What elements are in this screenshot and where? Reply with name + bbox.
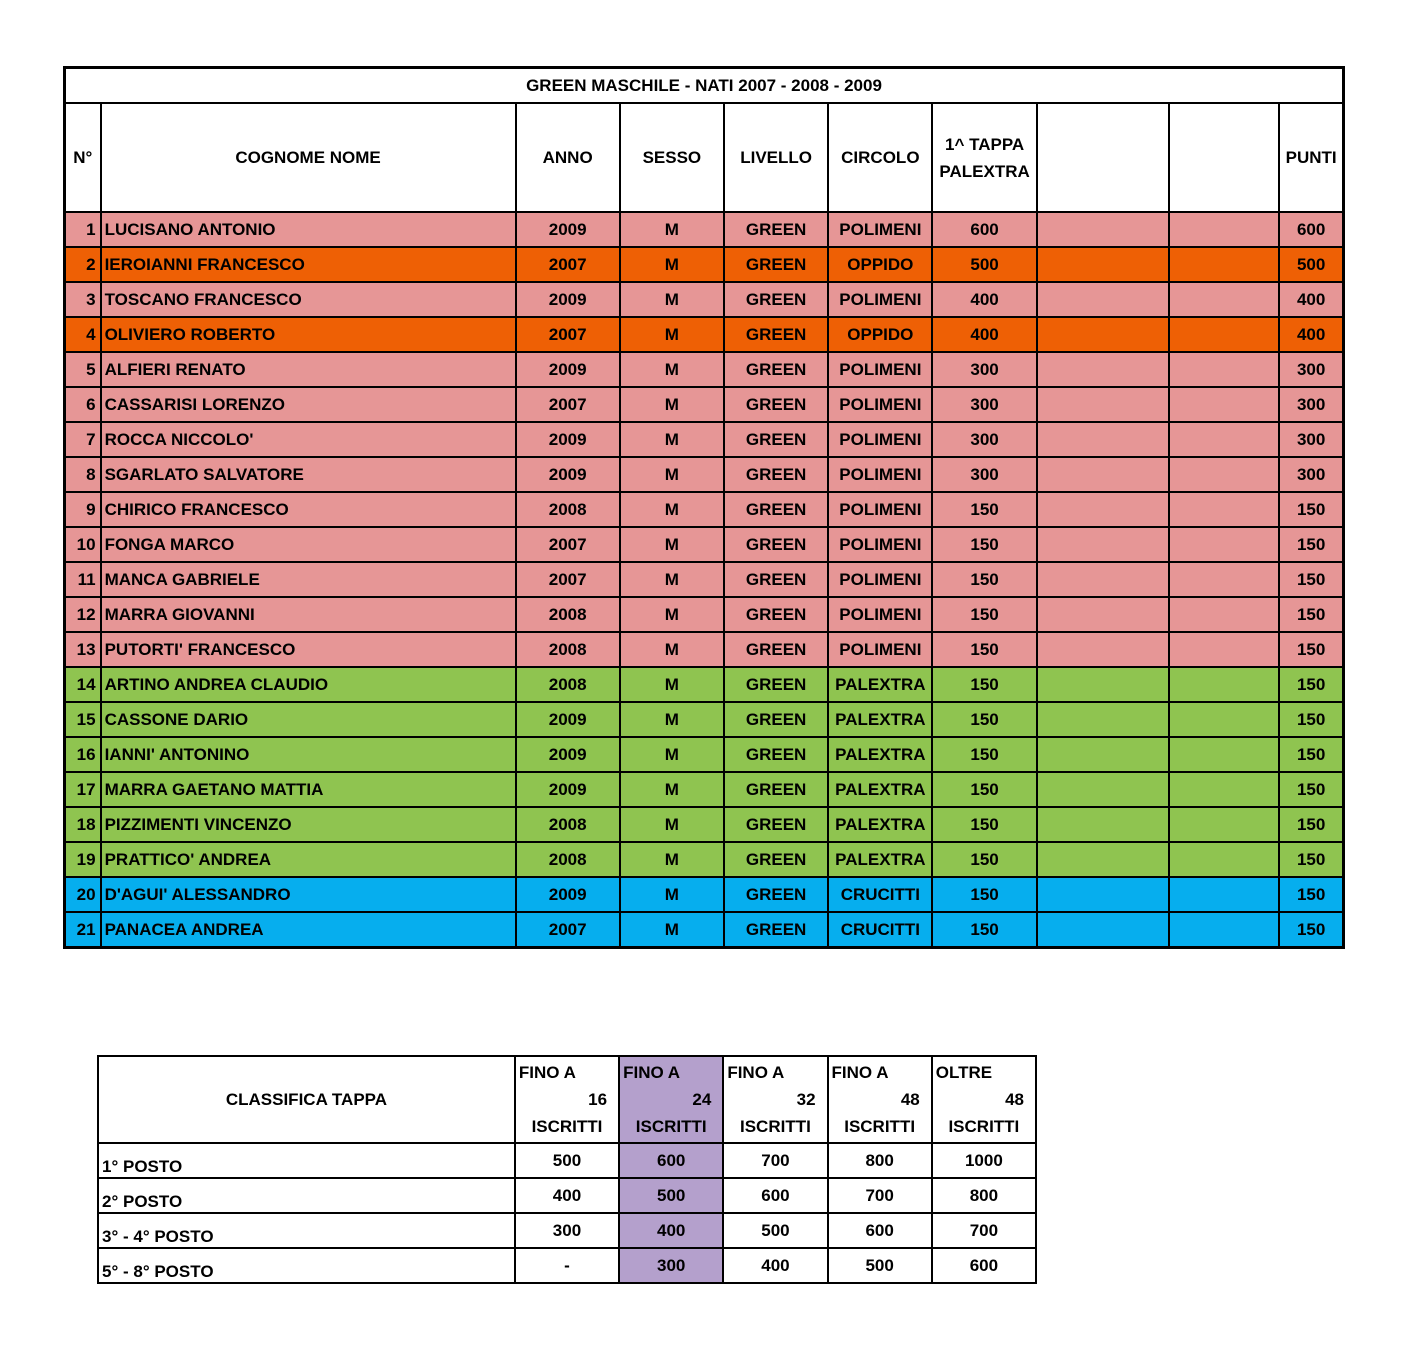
tappa1-points: 400 xyxy=(932,282,1036,317)
birth-year: 2009 xyxy=(516,772,620,807)
legend-points-value: 800 xyxy=(932,1178,1036,1213)
extra-col-1 xyxy=(1037,317,1169,352)
extra-col-1 xyxy=(1037,737,1169,772)
extra-col-1 xyxy=(1037,842,1169,877)
athlete-name: MANCA GABRIELE xyxy=(101,562,516,597)
legend-row xyxy=(98,1213,1036,1248)
tappa1-points: 150 xyxy=(932,772,1036,807)
extra-col-1 xyxy=(1037,562,1169,597)
level: GREEN xyxy=(724,562,828,597)
total-points: 150 xyxy=(1279,772,1343,807)
table-row xyxy=(65,247,1344,282)
athlete-name: CASSARISI LORENZO xyxy=(101,387,516,422)
tappa1-points: 150 xyxy=(932,702,1036,737)
extra-col-2 xyxy=(1169,877,1279,912)
tappa1-points: 150 xyxy=(932,912,1036,948)
club: POLIMENI xyxy=(828,352,932,387)
total-points: 150 xyxy=(1279,562,1343,597)
extra-col-2 xyxy=(1169,632,1279,667)
legend-points-value: 600 xyxy=(723,1178,827,1213)
club: PALEXTRA xyxy=(828,842,932,877)
extra-col-2 xyxy=(1169,352,1279,387)
athlete-name: OLIVIERO ROBERTO xyxy=(101,317,516,352)
legend-column-bottom: ISCRITTI xyxy=(844,1117,916,1136)
row-number: 7 xyxy=(65,422,101,457)
club: POLIMENI xyxy=(828,562,932,597)
legend-column-header xyxy=(932,1056,1036,1143)
total-points: 150 xyxy=(1279,597,1343,632)
athlete-name: TOSCANO FRANCESCO xyxy=(101,282,516,317)
tappa1-points: 150 xyxy=(932,737,1036,772)
extra-col-2 xyxy=(1169,702,1279,737)
tappa1-points: 300 xyxy=(932,457,1036,492)
extra-col-1 xyxy=(1037,877,1169,912)
athlete-name: MARRA GIOVANNI xyxy=(101,597,516,632)
total-points: 300 xyxy=(1279,352,1343,387)
birth-year: 2007 xyxy=(516,912,620,948)
extra-col-1 xyxy=(1037,282,1169,317)
athlete-name: MARRA GAETANO MATTIA xyxy=(101,772,516,807)
level: GREEN xyxy=(724,807,828,842)
athlete-name: PIZZIMENTI VINCENZO xyxy=(101,807,516,842)
extra-col-1 xyxy=(1037,387,1169,422)
total-points: 300 xyxy=(1279,422,1343,457)
row-number: 9 xyxy=(65,492,101,527)
sex: M xyxy=(620,807,724,842)
header-row xyxy=(65,103,1344,212)
level: GREEN xyxy=(724,632,828,667)
total-points: 300 xyxy=(1279,387,1343,422)
legend-column-bottom: ISCRITTI xyxy=(740,1117,811,1136)
legend-points-value: 600 xyxy=(619,1143,723,1178)
extra-col-2 xyxy=(1169,457,1279,492)
sex: M xyxy=(620,247,724,282)
athlete-name: ROCCA NICCOLO' xyxy=(101,422,516,457)
sex: M xyxy=(620,702,724,737)
club: POLIMENI xyxy=(828,387,932,422)
header-extra1 xyxy=(1037,103,1169,212)
legend-position-label: 3° - 4° POSTO xyxy=(98,1213,515,1248)
legend-points-value: 800 xyxy=(828,1143,932,1178)
birth-year: 2007 xyxy=(516,317,620,352)
extra-col-1 xyxy=(1037,807,1169,842)
header-livello: LIVELLO xyxy=(724,103,828,212)
birth-year: 2009 xyxy=(516,352,620,387)
extra-col-2 xyxy=(1169,842,1279,877)
extra-col-1 xyxy=(1037,212,1169,247)
club: OPPIDO xyxy=(828,247,932,282)
legend-column-bottom: ISCRITTI xyxy=(635,1117,707,1136)
legend-points-value: 400 xyxy=(723,1248,827,1283)
table-row xyxy=(65,842,1344,877)
header-extra2 xyxy=(1169,103,1279,212)
birth-year: 2008 xyxy=(516,632,620,667)
legend-points-value: 300 xyxy=(619,1248,723,1283)
total-points: 150 xyxy=(1279,807,1343,842)
sex: M xyxy=(620,352,724,387)
extra-col-1 xyxy=(1037,667,1169,702)
athlete-name: PUTORTI' FRANCESCO xyxy=(101,632,516,667)
extra-col-1 xyxy=(1037,527,1169,562)
table-row xyxy=(65,772,1344,807)
birth-year: 2009 xyxy=(516,702,620,737)
athlete-name: CHIRICO FRANCESCO xyxy=(101,492,516,527)
extra-col-1 xyxy=(1037,772,1169,807)
sex: M xyxy=(620,422,724,457)
table-row xyxy=(65,807,1344,842)
table-row xyxy=(65,597,1344,632)
legend-column-bottom: ISCRITTI xyxy=(531,1117,603,1136)
table-row xyxy=(65,737,1344,772)
table-row xyxy=(65,457,1344,492)
birth-year: 2009 xyxy=(516,737,620,772)
legend-points-value: 500 xyxy=(723,1213,827,1248)
tappa1-points: 150 xyxy=(932,807,1036,842)
athlete-name: ARTINO ANDREA CLAUDIO xyxy=(101,667,516,702)
extra-col-2 xyxy=(1169,737,1279,772)
row-number: 4 xyxy=(65,317,101,352)
row-number: 14 xyxy=(65,667,101,702)
extra-col-2 xyxy=(1169,387,1279,422)
athlete-name: PANACEA ANDREA xyxy=(101,912,516,948)
sex: M xyxy=(620,387,724,422)
legend-points-value: - xyxy=(515,1248,619,1283)
athlete-name: D'AGUI' ALESSANDRO xyxy=(101,877,516,912)
birth-year: 2009 xyxy=(516,422,620,457)
birth-year: 2007 xyxy=(516,527,620,562)
legend-points-value: 1000 xyxy=(932,1143,1036,1178)
level: GREEN xyxy=(724,772,828,807)
legend-points-value: 400 xyxy=(619,1213,723,1248)
header-anno: ANNO xyxy=(516,103,620,212)
tappa1-points: 150 xyxy=(932,597,1036,632)
legend-points-value: 500 xyxy=(619,1178,723,1213)
table-row xyxy=(65,422,1344,457)
total-points: 150 xyxy=(1279,632,1343,667)
birth-year: 2008 xyxy=(516,807,620,842)
sex: M xyxy=(620,842,724,877)
legend-column-num: 24 xyxy=(692,1090,712,1109)
row-number: 8 xyxy=(65,457,101,492)
athlete-name: LUCISANO ANTONIO xyxy=(101,212,516,247)
tappa1-points: 150 xyxy=(932,877,1036,912)
sex: M xyxy=(620,492,724,527)
extra-col-2 xyxy=(1169,422,1279,457)
row-number: 11 xyxy=(65,562,101,597)
birth-year: 2008 xyxy=(516,492,620,527)
header-tappa1-line1: 1^ TAPPA xyxy=(944,134,1025,154)
athlete-name: IANNI' ANTONINO xyxy=(101,737,516,772)
total-points: 600 xyxy=(1279,212,1343,247)
total-points: 500 xyxy=(1279,247,1343,282)
extra-col-2 xyxy=(1169,562,1279,597)
athlete-name: ALFIERI RENATO xyxy=(101,352,516,387)
legend-points-value: 400 xyxy=(515,1178,619,1213)
sex: M xyxy=(620,562,724,597)
club: PALEXTRA xyxy=(828,667,932,702)
legend-column-top: FINO A xyxy=(727,1063,785,1082)
club: CRUCITTI xyxy=(828,877,932,912)
legend-row xyxy=(98,1178,1036,1213)
legend-column-num: 48 xyxy=(1005,1090,1024,1109)
header-circolo: CIRCOLO xyxy=(828,103,932,212)
level: GREEN xyxy=(724,912,828,948)
legend-points-value: 500 xyxy=(828,1248,932,1283)
row-number: 18 xyxy=(65,807,101,842)
row-number: 21 xyxy=(65,912,101,948)
table-row xyxy=(65,527,1344,562)
athlete-name: CASSONE DARIO xyxy=(101,702,516,737)
tappa1-points: 500 xyxy=(932,247,1036,282)
extra-col-1 xyxy=(1037,247,1169,282)
legend-points-value: 700 xyxy=(932,1213,1036,1248)
total-points: 400 xyxy=(1279,317,1343,352)
table-row xyxy=(65,212,1344,247)
row-number: 20 xyxy=(65,877,101,912)
total-points: 300 xyxy=(1279,457,1343,492)
table-row xyxy=(65,667,1344,702)
club: PALEXTRA xyxy=(828,702,932,737)
athlete-name: SGARLATO SALVATORE xyxy=(101,457,516,492)
birth-year: 2009 xyxy=(516,457,620,492)
legend-column-top: FINO A xyxy=(623,1063,681,1082)
page-title: GREEN MASCHILE - NATI 2007 - 2008 - 2009 xyxy=(65,68,1344,104)
club: POLIMENI xyxy=(828,212,932,247)
sex: M xyxy=(620,212,724,247)
extra-col-1 xyxy=(1037,422,1169,457)
extra-col-1 xyxy=(1037,632,1169,667)
sex: M xyxy=(620,912,724,948)
level: GREEN xyxy=(724,877,828,912)
row-number: 17 xyxy=(65,772,101,807)
birth-year: 2009 xyxy=(516,877,620,912)
level: GREEN xyxy=(724,387,828,422)
club: POLIMENI xyxy=(828,632,932,667)
sex: M xyxy=(620,597,724,632)
tappa1-points: 150 xyxy=(932,667,1036,702)
table-row xyxy=(65,877,1344,912)
level: GREEN xyxy=(724,352,828,387)
sex: M xyxy=(620,527,724,562)
tappa1-points: 300 xyxy=(932,352,1036,387)
level: GREEN xyxy=(724,527,828,562)
row-number: 15 xyxy=(65,702,101,737)
legend-title: CLASSIFICA TAPPA xyxy=(98,1056,515,1143)
birth-year: 2007 xyxy=(516,562,620,597)
club: PALEXTRA xyxy=(828,807,932,842)
row-number: 3 xyxy=(65,282,101,317)
total-points: 400 xyxy=(1279,282,1343,317)
tappa1-points: 150 xyxy=(932,492,1036,527)
table-row xyxy=(65,387,1344,422)
total-points: 150 xyxy=(1279,492,1343,527)
tappa1-points: 600 xyxy=(932,212,1036,247)
level: GREEN xyxy=(724,212,828,247)
extra-col-1 xyxy=(1037,912,1169,948)
sex: M xyxy=(620,737,724,772)
sex: M xyxy=(620,632,724,667)
total-points: 150 xyxy=(1279,702,1343,737)
legend-header-row xyxy=(98,1056,1036,1143)
extra-col-2 xyxy=(1169,247,1279,282)
sex: M xyxy=(620,282,724,317)
club: POLIMENI xyxy=(828,282,932,317)
header-tappa1 xyxy=(932,103,1036,212)
extra-col-2 xyxy=(1169,597,1279,632)
extra-col-1 xyxy=(1037,702,1169,737)
total-points: 150 xyxy=(1279,877,1343,912)
extra-col-2 xyxy=(1169,492,1279,527)
extra-col-1 xyxy=(1037,597,1169,632)
legend-points-value: 300 xyxy=(515,1213,619,1248)
legend-points-value: 700 xyxy=(828,1178,932,1213)
club: PALEXTRA xyxy=(828,772,932,807)
header-name: COGNOME NOME xyxy=(101,103,516,212)
tappa1-points: 150 xyxy=(932,632,1036,667)
extra-col-2 xyxy=(1169,527,1279,562)
sex: M xyxy=(620,772,724,807)
extra-col-2 xyxy=(1169,912,1279,948)
legend-column-header xyxy=(723,1056,827,1143)
extra-col-1 xyxy=(1037,492,1169,527)
legend-column-header xyxy=(828,1056,932,1143)
table-row xyxy=(65,562,1344,597)
extra-col-2 xyxy=(1169,212,1279,247)
club: POLIMENI xyxy=(828,492,932,527)
sex: M xyxy=(620,457,724,492)
total-points: 150 xyxy=(1279,737,1343,772)
birth-year: 2007 xyxy=(516,387,620,422)
header-tappa1-line2: PALEXTRA xyxy=(939,161,1030,181)
birth-year: 2009 xyxy=(516,212,620,247)
level: GREEN xyxy=(724,702,828,737)
level: GREEN xyxy=(724,597,828,632)
legend-column-top: FINO A xyxy=(518,1063,576,1082)
sex: M xyxy=(620,317,724,352)
table-row xyxy=(65,317,1344,352)
header-sesso: SESSO xyxy=(620,103,724,212)
extra-col-2 xyxy=(1169,667,1279,702)
level: GREEN xyxy=(724,667,828,702)
row-number: 16 xyxy=(65,737,101,772)
row-number: 13 xyxy=(65,632,101,667)
club: OPPIDO xyxy=(828,317,932,352)
points-legend-table xyxy=(97,1055,1037,1284)
extra-col-2 xyxy=(1169,282,1279,317)
level: GREEN xyxy=(724,317,828,352)
birth-year: 2009 xyxy=(516,282,620,317)
table-row xyxy=(65,632,1344,667)
legend-row xyxy=(98,1248,1036,1283)
level: GREEN xyxy=(724,457,828,492)
header-punti: PUNTI xyxy=(1279,103,1343,212)
tappa1-points: 300 xyxy=(932,422,1036,457)
birth-year: 2008 xyxy=(516,842,620,877)
row-number: 6 xyxy=(65,387,101,422)
row-number: 12 xyxy=(65,597,101,632)
legend-position-label: 1° POSTO xyxy=(98,1143,515,1178)
legend-column-header xyxy=(515,1056,619,1143)
legend-points-value: 500 xyxy=(515,1143,619,1178)
table-row xyxy=(65,352,1344,387)
level: GREEN xyxy=(724,282,828,317)
club: PALEXTRA xyxy=(828,737,932,772)
extra-col-1 xyxy=(1037,457,1169,492)
standings-table xyxy=(63,66,1345,949)
legend-column-top: FINO A xyxy=(831,1063,889,1082)
athlete-name: IEROIANNI FRANCESCO xyxy=(101,247,516,282)
row-number: 5 xyxy=(65,352,101,387)
extra-col-2 xyxy=(1169,317,1279,352)
level: GREEN xyxy=(724,842,828,877)
birth-year: 2008 xyxy=(516,597,620,632)
table-row xyxy=(65,702,1344,737)
total-points: 150 xyxy=(1279,527,1343,562)
total-points: 150 xyxy=(1279,842,1343,877)
header-num: N° xyxy=(65,103,101,212)
legend-column-header xyxy=(619,1056,723,1143)
legend-column-bottom: ISCRITTI xyxy=(948,1117,1020,1136)
athlete-name: PRATTICO' ANDREA xyxy=(101,842,516,877)
legend-points-value: 600 xyxy=(828,1213,932,1248)
legend-points-value: 700 xyxy=(723,1143,827,1178)
extra-col-2 xyxy=(1169,772,1279,807)
legend-column-top: OLTRE xyxy=(935,1063,993,1082)
table-row xyxy=(65,492,1344,527)
tappa1-points: 150 xyxy=(932,527,1036,562)
extra-col-1 xyxy=(1037,352,1169,387)
table-row xyxy=(65,912,1344,948)
legend-position-label: 5° - 8° POSTO xyxy=(98,1248,515,1283)
row-number: 2 xyxy=(65,247,101,282)
club: POLIMENI xyxy=(828,527,932,562)
club: POLIMENI xyxy=(828,422,932,457)
level: GREEN xyxy=(724,737,828,772)
birth-year: 2008 xyxy=(516,667,620,702)
club: CRUCITTI xyxy=(828,912,932,948)
level: GREEN xyxy=(724,247,828,282)
athlete-name: FONGA MARCO xyxy=(101,527,516,562)
tappa1-points: 150 xyxy=(932,842,1036,877)
club: POLIMENI xyxy=(828,457,932,492)
row-number: 19 xyxy=(65,842,101,877)
title-row xyxy=(65,68,1344,104)
tappa1-points: 150 xyxy=(932,562,1036,597)
row-number: 1 xyxy=(65,212,101,247)
extra-col-2 xyxy=(1169,807,1279,842)
birth-year: 2007 xyxy=(516,247,620,282)
legend-column-num: 16 xyxy=(588,1090,608,1109)
level: GREEN xyxy=(724,492,828,527)
sex: M xyxy=(620,877,724,912)
legend-position-label: 2° POSTO xyxy=(98,1178,515,1213)
legend-column-num: 48 xyxy=(900,1090,920,1109)
legend-row xyxy=(98,1143,1036,1178)
row-number: 10 xyxy=(65,527,101,562)
club: POLIMENI xyxy=(828,597,932,632)
legend-column-num: 32 xyxy=(796,1090,816,1109)
legend-points-value: 600 xyxy=(932,1248,1036,1283)
total-points: 150 xyxy=(1279,667,1343,702)
tappa1-points: 300 xyxy=(932,387,1036,422)
tappa1-points: 400 xyxy=(932,317,1036,352)
level: GREEN xyxy=(724,422,828,457)
table-row xyxy=(65,282,1344,317)
total-points: 150 xyxy=(1279,912,1343,948)
sex: M xyxy=(620,667,724,702)
